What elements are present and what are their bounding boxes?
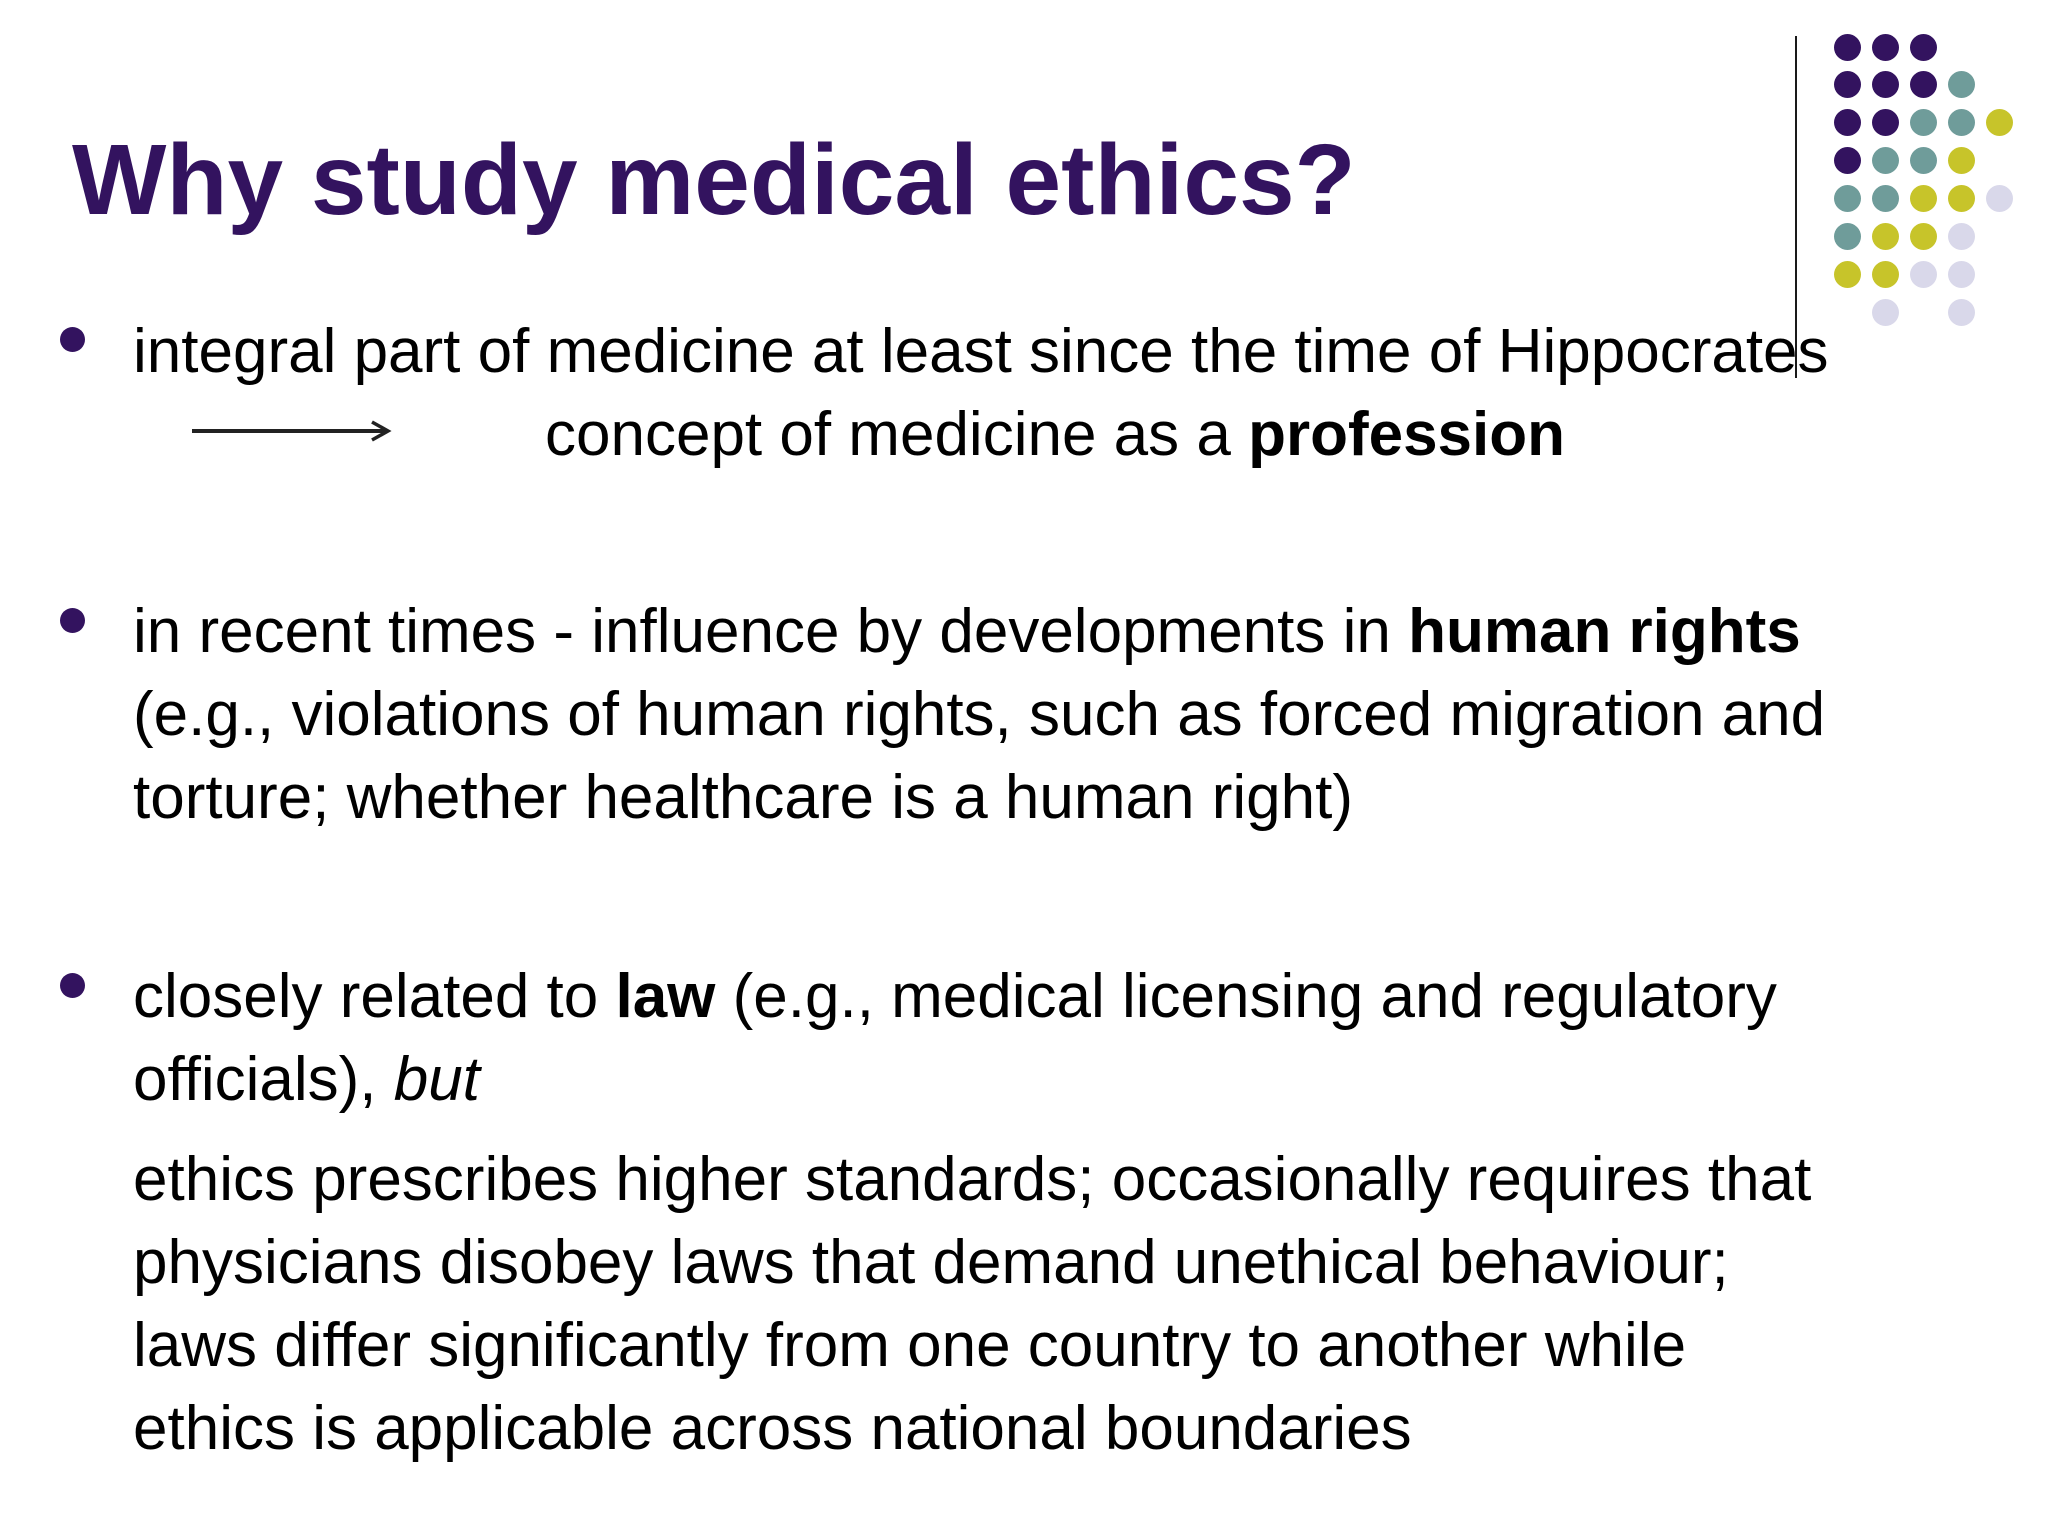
bullet-3-line-1 xyxy=(133,955,1777,1038)
bullet-3-sub-paragraph xyxy=(133,1138,1811,1470)
bullet-1-line-2-bold: profession xyxy=(1248,400,1566,469)
decorative-dot xyxy=(1910,185,1937,212)
bullet-3-sub-line-2: physicians disobey laws that demand unethical behaviour; xyxy=(133,1228,1729,1297)
decorative-dot xyxy=(1986,185,2013,212)
decorative-dot xyxy=(1948,71,1975,98)
decorative-dot xyxy=(1834,185,1861,212)
decorative-dot xyxy=(1948,299,1975,326)
decorative-dot xyxy=(1872,299,1899,326)
bullet-3-line-2-text: officials), xyxy=(133,1045,394,1114)
decorative-dot xyxy=(1834,261,1861,288)
bullet-marker xyxy=(60,608,85,633)
decorative-dot xyxy=(1948,147,1975,174)
decorative-dot xyxy=(1910,71,1937,98)
decorative-dot xyxy=(1948,109,1975,136)
decorative-dot xyxy=(1948,223,1975,250)
decorative-dot xyxy=(1872,109,1899,136)
decorative-dot xyxy=(1910,261,1937,288)
bullet-3-sub-line-4: ethics is applicable across national boundaries xyxy=(133,1394,1412,1463)
decorative-dot xyxy=(1834,109,1861,136)
bullet-2-line-3: torture; whether healthcare is a human right) xyxy=(133,763,1353,832)
decorative-dot xyxy=(1872,71,1899,98)
bullet-3-line-2 xyxy=(133,1038,1777,1121)
bullet-marker xyxy=(60,973,85,998)
decorative-dot xyxy=(1872,261,1899,288)
decorative-dot xyxy=(1872,147,1899,174)
bullet-2-paragraph xyxy=(133,590,1825,839)
bullet-3-sub-line-1: ethics prescribes higher standards; occasionally requires that xyxy=(133,1145,1812,1214)
decorative-dot xyxy=(1834,223,1861,250)
bullet-1-line-2 xyxy=(545,393,1565,476)
decorative-dot xyxy=(1834,34,1861,61)
decorative-dot xyxy=(1910,147,1937,174)
bullet-2-line-1-text: in recent times - influence by developments in xyxy=(133,597,1409,666)
decorative-dot xyxy=(1948,261,1975,288)
bullet-2-line-1-bold: human rights xyxy=(1408,597,1801,666)
bullet-3-line-1-suffix: (e.g., medical licensing and regulatory xyxy=(715,962,1777,1031)
decorative-dot xyxy=(1910,109,1937,136)
decorative-dot xyxy=(1834,147,1861,174)
right-arrow-icon xyxy=(190,419,400,443)
decorative-dot xyxy=(1910,223,1937,250)
bullet-3-line-2-italic: but xyxy=(393,1045,480,1114)
decorative-dot xyxy=(1948,185,1975,212)
bullet-1-line-1 xyxy=(133,310,1829,393)
bullet-3-line-1-text: closely related to xyxy=(133,962,616,1031)
bullet-2-line-2: (e.g., violations of human rights, such as forced migration and xyxy=(133,680,1826,749)
decorative-dot xyxy=(1872,223,1899,250)
bullet-marker xyxy=(60,327,85,352)
decorative-dot xyxy=(1986,109,2013,136)
bullet-3-paragraph xyxy=(133,955,1777,1121)
decorative-dot xyxy=(1910,34,1937,61)
slide-title: Why study medical ethics? xyxy=(72,124,1356,236)
decorative-dot xyxy=(1872,34,1899,61)
decorative-dot xyxy=(1872,185,1899,212)
decorative-dot xyxy=(1834,71,1861,98)
bullet-3-line-1-bold: law xyxy=(615,962,716,1031)
bullet-2-line-1 xyxy=(133,590,1825,673)
bullet-1-line-2-text: concept of medicine as a xyxy=(545,400,1249,469)
bullet-3-sub-line-3: laws differ significantly from one country to another while xyxy=(133,1311,1687,1380)
bullet-1-line-1-text: integral part of medicine at least since the time of Hippocrates xyxy=(133,317,1829,386)
